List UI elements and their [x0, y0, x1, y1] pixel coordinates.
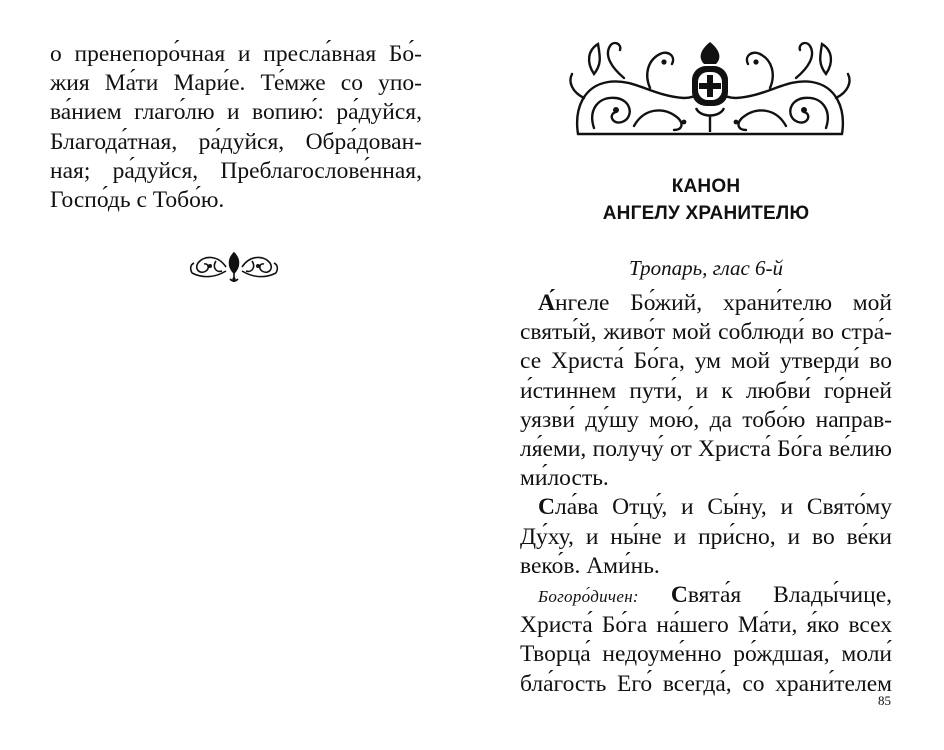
- theotokion-line: Христа́ Бо́га на́шего Ма́ти, я́ко всех: [520, 612, 892, 639]
- text-line: Благода́тная, ра́дуйся, Обра́дован-: [50, 128, 422, 155]
- troparion-line: уязви́ ду́шу мою́, да тобо́ю направ-: [520, 406, 892, 433]
- text-line: ва́нием глаго́лю и вопию́: ра́дуйся,: [50, 99, 422, 126]
- drop-initial: А́: [538, 290, 555, 316]
- glory-line: веко́в. Ами́нь.: [520, 552, 660, 579]
- right-page: [472, 0, 944, 750]
- right-page-text: [520, 289, 892, 699]
- left-page-text: [50, 40, 422, 215]
- troparion-line: ми́лость.: [520, 465, 609, 492]
- text-line: Госпо́дь с Тобо́ю.: [50, 187, 225, 214]
- theotokion-rubric: Богоро́дичен:: [538, 587, 639, 607]
- troparion-line: ля́еми, получу́ от Христа́ Бо́га ве́лию: [520, 436, 892, 463]
- headpiece-ornament-icon: [564, 38, 856, 142]
- canon-subtitle-heading: АНГЕЛУ ХРАНИТЕЛЮ: [602, 203, 810, 224]
- glory-line: Сла́ва Отцу́, и Сы́ну, и Свято́му: [538, 494, 892, 521]
- troparion-heading: Тропарь, глас 6-й: [628, 256, 784, 280]
- canon-title: КАНОН: [671, 176, 741, 197]
- theotokion-line: Творца́ недоуме́нно ро́ждшая, моли́: [520, 641, 892, 668]
- drop-initial: С: [670, 582, 688, 609]
- troparion-line: се Христа́ Бо́га, ум мой утверди́ во: [520, 348, 892, 375]
- text-line: ная; ра́дуйся, Преблагослове́нная,: [50, 157, 422, 184]
- glory-line: Ду́ху, и ны́не и при́сно, и во ве́ки: [520, 523, 892, 550]
- page-number: 85: [878, 693, 891, 708]
- small-ornament-icon: [186, 249, 282, 285]
- text-line: о пренепоро́чная и пресла́вная Бо́-: [50, 41, 422, 67]
- drop-initial: С: [538, 494, 555, 521]
- troparion-line: А́нгеле Бо́жий, храни́телю мой: [538, 290, 892, 316]
- troparion-line: святы́й, живо́т мой соблюди́ во стра́-: [520, 319, 892, 346]
- theotokion-line: бла́гость Его́ всегда́, со храни́телем: [520, 670, 892, 697]
- theotokion-line: Богоро́дичен: Свята́я Влады́чице,: [538, 582, 892, 609]
- troparion-line: и́стиннем пути́, и к любви́ го́рней: [520, 377, 892, 404]
- text-line: жия Ма́ти Мари́е. Те́мже со упо-: [50, 70, 422, 97]
